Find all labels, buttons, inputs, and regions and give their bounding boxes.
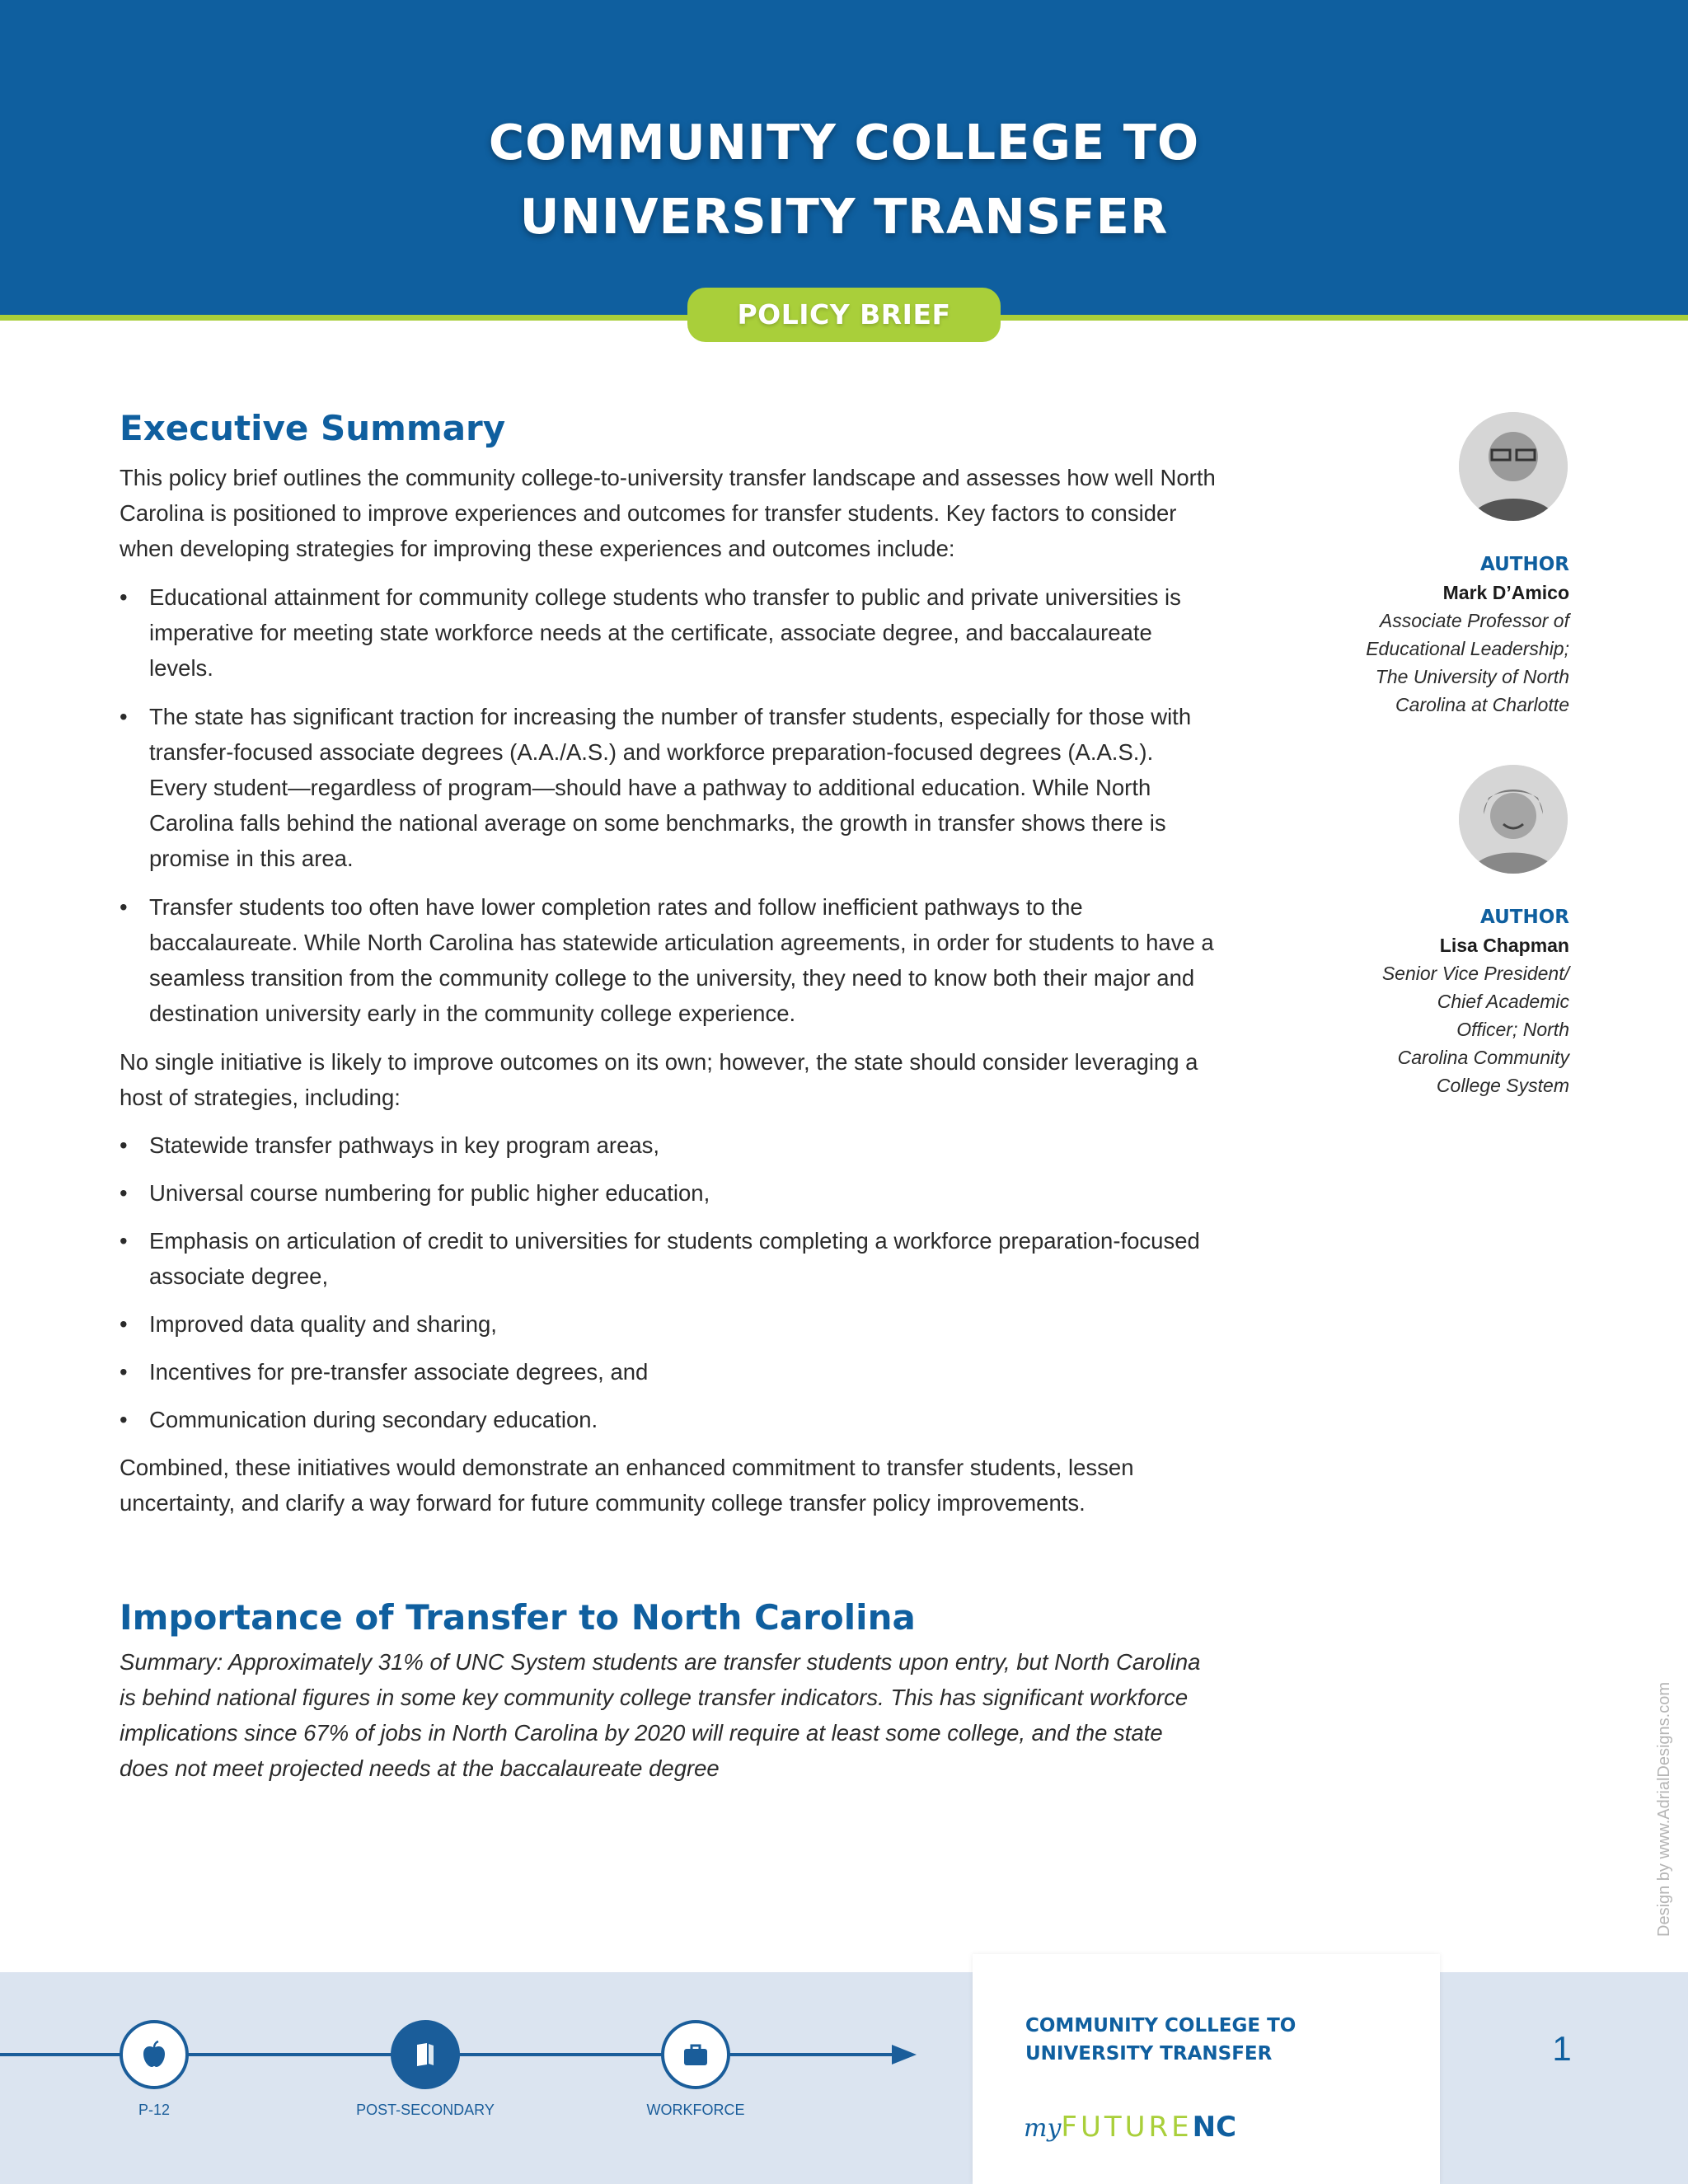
author-photo-avatar <box>1459 412 1568 521</box>
list-item: • Emphasis on articulation of credit to universities for students completing a workforce preparation-focused associate degree, <box>120 1223 1216 1294</box>
author-card <box>1256 412 1569 719</box>
author-role-line: Carolina Community <box>1397 1047 1569 1068</box>
footer-card-title-line-1: COMMUNITY COLLEGE TO <box>1025 2015 1296 2036</box>
list-item: • Educational attainment for community college students who transfer to public and private universities is imperative for meeting state workforce needs at the certificate, associate degree, and baccalaureate levels. <box>120 579 1216 686</box>
author-photo-avatar <box>1459 765 1568 874</box>
book-icon <box>391 2020 460 2089</box>
author-role-line: Officer; North <box>1456 1019 1569 1040</box>
author-role-line: College System <box>1436 1075 1569 1096</box>
timeline-label-workforce: WORKFORCE <box>646 2102 745 2118</box>
logo-my: my <box>1024 2114 1062 2143</box>
timeline-arrow-icon <box>892 2045 917 2064</box>
logo-nc: NC <box>1192 2111 1237 2144</box>
author-role-line: Associate Professor of <box>1379 610 1569 631</box>
strategies-intro: No single initiative is likely to improve outcomes on its own; however, the state should consider leveraging a host of strategies, including: <box>120 1049 1198 1110</box>
author-role-line: The University of North <box>1375 666 1569 687</box>
executive-summary-conclusion: Combined, these initiatives would demonstrate an enhanced commitment to transfer students, lessen uncertainty, and clarify a way forward for future community college transfer policy improvements. <box>120 1455 1134 1516</box>
footer-title-card <box>973 1954 1440 2184</box>
timeline-label-post-secondary: POST-SECONDARY <box>356 2102 495 2118</box>
key-factors-list <box>120 579 1216 1031</box>
timeline-label-p12: P-12 <box>138 2102 171 2118</box>
policy-brief-badge: POLICY BRIEF <box>687 288 1001 342</box>
logo-future: FUTURE <box>1061 2111 1193 2144</box>
list-item: • Universal course numbering for public higher education, <box>120 1175 1216 1211</box>
author-role-line: Educational Leadership; <box>1366 638 1569 659</box>
author-role-line: Carolina at Charlotte <box>1395 694 1569 715</box>
designer-credit-link[interactable]: Design by www.AdrialDesigns.com <box>1655 1681 1673 1937</box>
list-item: • The state has significant traction for increasing the number of transfer students, especially for those with transfer-focused associate degrees (A.A./A.S.) and workforce preparation-focused degrees (A.A.S.). Every student—regardless of program—should have a pathway to additional education. While North Carolina falls behind the national average on some benchmarks, the growth in transfer shows there is promise in this area. <box>120 699 1216 876</box>
list-item: • Transfer students too often have lower completion rates and follow inefficient pathways to the baccalaureate. While North Carolina has statewide articulation agreements, in order for students to have a seamless transition from the community college to the university, they need to know both their major and destination university early in the community college experience. <box>120 889 1216 1031</box>
importance-summary: Summary: Approximately 31% of UNC System students are transfer students upon entry, but North Carolina is behind national figures in some key community college transfer indicators. This has significant workforce implications since 67% of jobs in North Carolina by 2020 will require at least some college, and the state does not meet projected needs at the baccalaureate degree <box>120 1649 1201 1781</box>
executive-summary-intro: This policy brief outlines the community college-to-university transfer landscape and assesses how well North Carolina is positioned to improve experiences and outcomes for transfer students. Key factors to consider when developing strategies for improving these experiences and outcomes include: <box>120 465 1216 561</box>
author-role-line: Senior Vice President/ <box>1381 963 1569 984</box>
page-title <box>0 105 1688 254</box>
apple-icon <box>120 2020 189 2089</box>
briefcase-icon <box>661 2020 730 2089</box>
list-item: • Statewide transfer pathways in key program areas, <box>120 1127 1216 1163</box>
page-number: 1 <box>1552 2029 1572 2068</box>
page-title-line-1: COMMUNITY COLLEGE TO <box>488 114 1200 171</box>
list-item: • Incentives for pre-transfer associate degrees, and <box>120 1354 1216 1390</box>
author-role-line: Chief Academic <box>1437 991 1569 1012</box>
author-name: Mark D’Amico <box>1442 582 1569 603</box>
footer-card-title-line-2: UNIVERSITY TRANSFER <box>1025 2043 1273 2064</box>
main-content <box>120 404 1216 1786</box>
author-label: AUTHOR <box>1480 907 1569 928</box>
footer-card-title <box>1025 2012 1404 2068</box>
author-label: AUTHOR <box>1480 554 1569 575</box>
strategies-list <box>120 1127 1216 1437</box>
page-title-line-2: UNIVERSITY TRANSFER <box>519 188 1169 245</box>
author-name: Lisa Chapman <box>1439 935 1569 956</box>
myfuturenc-logo <box>1024 2111 1236 2144</box>
list-item: • Improved data quality and sharing, <box>120 1306 1216 1342</box>
executive-summary-heading: Executive Summary <box>120 408 506 448</box>
author-card <box>1256 765 1569 1099</box>
importance-heading: Importance of Transfer to North Carolina <box>120 1597 916 1638</box>
list-item: • Communication during secondary education. <box>120 1402 1216 1437</box>
